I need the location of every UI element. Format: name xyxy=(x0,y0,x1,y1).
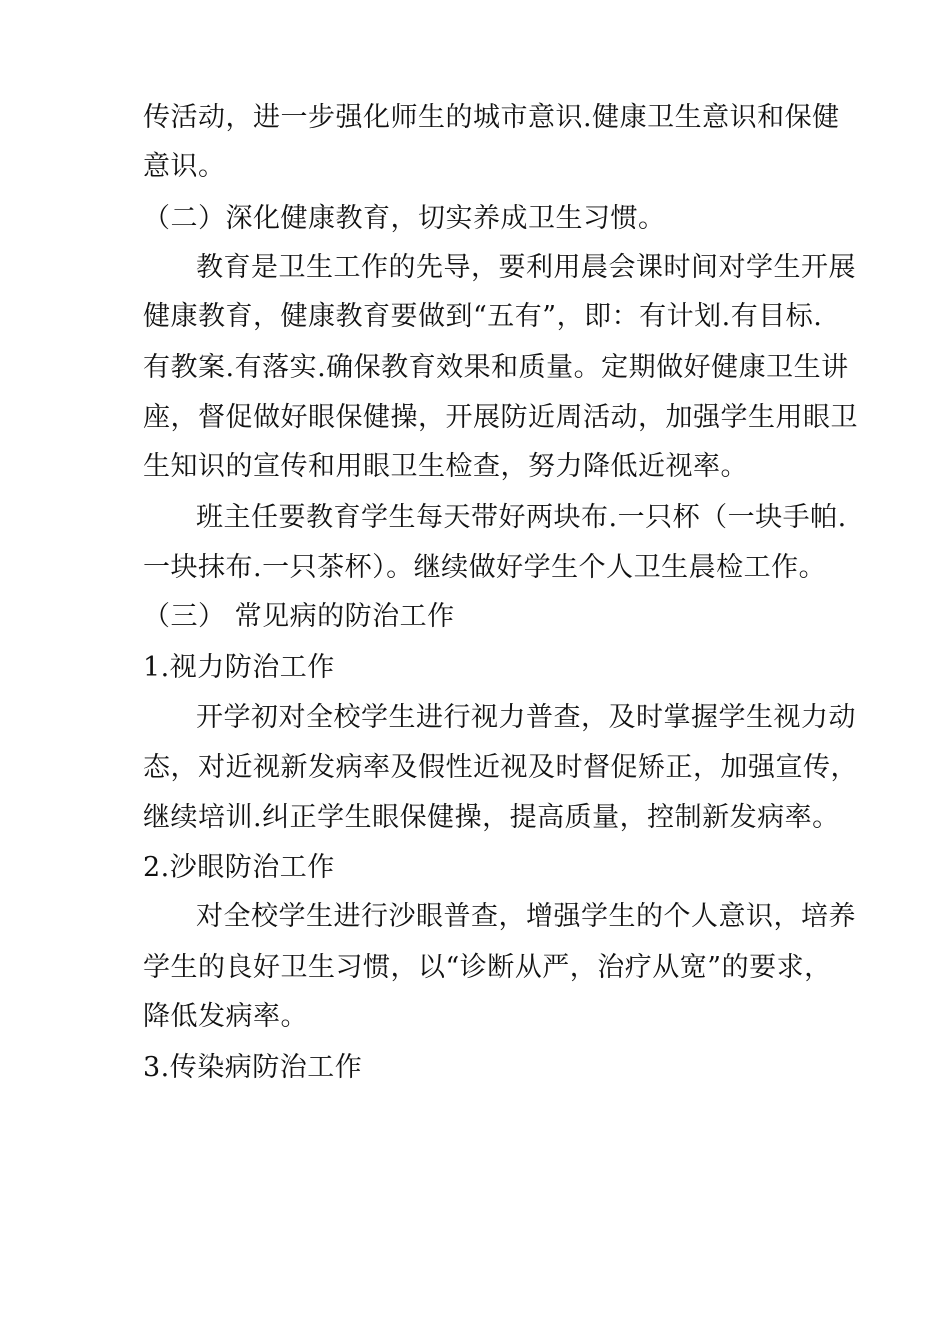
text-line: 健康教育，健康教育要做到“五有”，即：有计划.有目标. xyxy=(143,301,823,332)
text-line: 态，对近视新发病率及假性近视及时督促矫正，加强宣传， xyxy=(143,752,858,783)
paragraph-first-line: 开学初对全校学生进行视力普查，及时掌握学生视力动 xyxy=(196,702,856,733)
text-line: 生知识的宣传和用眼卫生检查，努力降低近视率。 xyxy=(143,451,748,482)
text-line: 意识。 xyxy=(143,151,226,182)
subsection-heading: 1.视力防治工作 xyxy=(143,652,335,683)
text-line: 座，督促做好眼保健操，开展防近周活动，加强学生用眼卫 xyxy=(143,402,858,433)
text-line: 一块抹布.一只茶杯）。继续做好学生个人卫生晨检工作。 xyxy=(143,552,827,583)
text-line: 学生的良好卫生习惯，以“诊断从严，治疗从宽”的要求， xyxy=(143,952,832,983)
text-line: 有教案.有落实.确保教育效果和质量。定期做好健康卫生讲 xyxy=(143,352,849,383)
paragraph-first-line: 教育是卫生工作的先导，要利用晨会课时间对学生开展 xyxy=(196,252,856,283)
subsection-heading: 3.传染病防治工作 xyxy=(143,1052,363,1083)
text-line: 传活动，进一步强化师生的城市意识.健康卫生意识和保健 xyxy=(143,102,840,133)
text-line: 继续培训.纠正学生眼保健操，提高质量，控制新发病率。 xyxy=(143,802,840,833)
section-heading: （二）深化健康教育，切实养成卫生习惯。 xyxy=(143,203,666,234)
paragraph-first-line: 对全校学生进行沙眼普查，增强学生的个人意识，培养 xyxy=(196,901,856,932)
subsection-heading: 2.沙眼防治工作 xyxy=(143,852,335,883)
section-heading: （三） 常见病的防治工作 xyxy=(143,601,455,632)
text-line: 降低发病率。 xyxy=(143,1001,308,1032)
paragraph-first-line: 班主任要教育学生每天带好两块布.一只杯（一块手帕. xyxy=(196,502,847,533)
